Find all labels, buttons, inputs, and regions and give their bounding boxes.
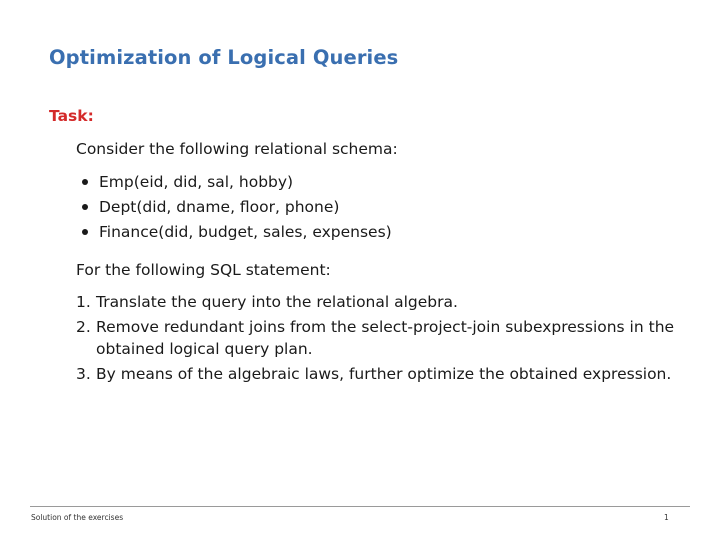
schema-item-text: Finance(did, budget, sales, expenses) bbox=[99, 223, 392, 241]
step-number: 3. bbox=[76, 365, 91, 383]
schema-item-dept bbox=[82, 196, 392, 221]
schema-item-emp bbox=[82, 171, 392, 196]
schema-item-finance bbox=[82, 221, 392, 246]
schema-item-text: Dept(did, dname, floor, phone) bbox=[99, 198, 340, 216]
sql-intro: For the following SQL statement: bbox=[76, 261, 331, 279]
step-item-3 bbox=[76, 363, 676, 385]
step-text: Translate the query into the relational algebra. bbox=[96, 293, 458, 311]
footer-caption: Solution of the exercises bbox=[31, 513, 124, 522]
bullet-icon bbox=[82, 179, 88, 185]
step-text: By means of the algebraic laws, further optimize the obtained expression. bbox=[96, 365, 672, 383]
step-item-2 bbox=[76, 316, 676, 360]
page-number: 1 bbox=[664, 513, 669, 522]
bullet-icon bbox=[82, 229, 88, 235]
step-number: 1. bbox=[76, 293, 91, 311]
task-steps bbox=[76, 291, 676, 388]
footer-divider bbox=[30, 506, 690, 507]
schema-list bbox=[82, 171, 392, 246]
schema-item-text: Emp(eid, did, sal, hobby) bbox=[99, 173, 294, 191]
bullet-icon bbox=[82, 204, 88, 210]
schema-intro: Consider the following relational schema: bbox=[76, 140, 398, 158]
step-number: 2. bbox=[76, 318, 91, 336]
task-label: Task: bbox=[49, 107, 94, 125]
step-text: Remove redundant joins from the select-project-join subexpressions in the obtained logical query plan. bbox=[96, 318, 675, 358]
slide-title: Optimization of Logical Queries bbox=[49, 46, 399, 69]
step-item-1 bbox=[76, 291, 676, 313]
